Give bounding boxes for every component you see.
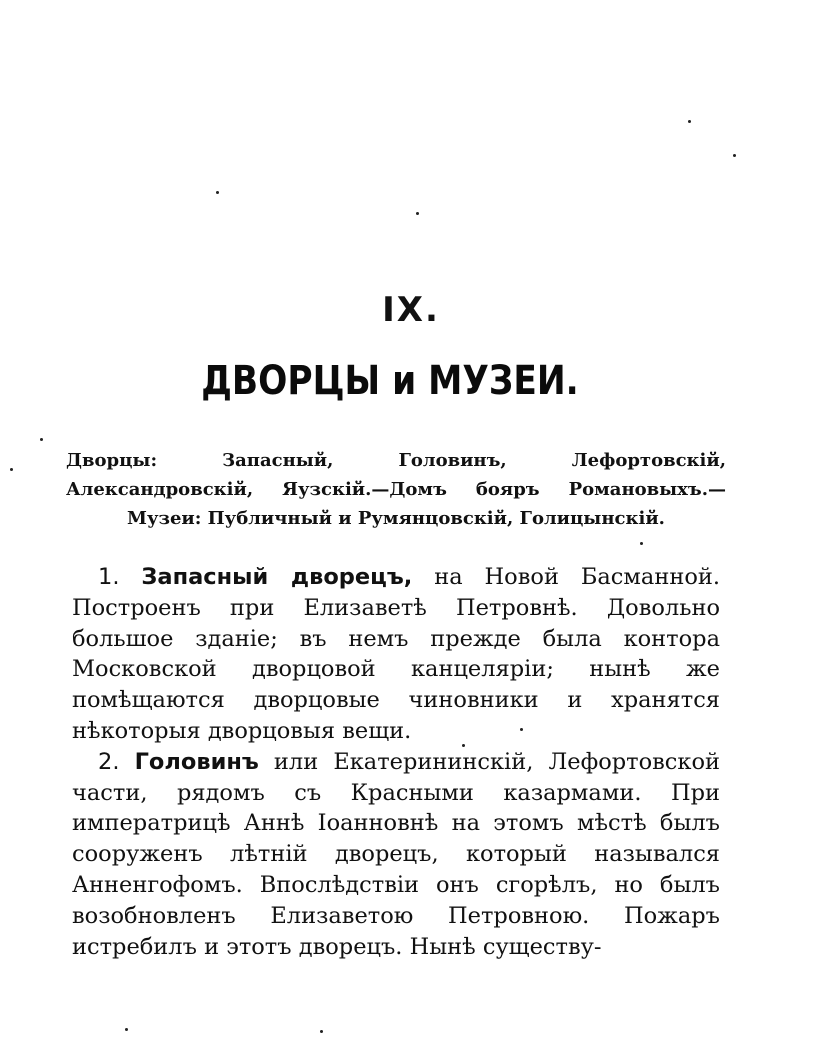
scan-speck <box>688 120 691 123</box>
chapter-summary: Дворцы: Запасный, Головинъ, Лефортовскій, Александровскій, Яузскій.—Домъ бояръ Романовыхъ.—Музеи: Публичный и Румянцовскій, Голицынскій. <box>66 450 726 529</box>
scan-speck <box>40 438 43 441</box>
scan-speck <box>520 728 523 731</box>
chapter-body <box>72 562 720 962</box>
scan-speck <box>640 542 643 545</box>
paragraph-number: 2. <box>98 748 120 775</box>
scan-speck <box>416 212 419 215</box>
paragraph-text: или Екатерининскій, Лефортовской части, рядомъ съ Красными казармами. При императрицѣ Аннѣ Іоанновнѣ на этомъ мѣстѣ былъ сооруженъ лѣтній дворецъ, который назывался Анненгофомъ. Впослѣдствіи онъ сгорѣлъ, но былъ возобновленъ Елизаветою Петровною. Пожаръ истребилъ и этотъ дворецъ. Нынѣ существу- <box>72 748 721 960</box>
scan-speck <box>216 191 219 194</box>
chapter-numeral: IX. <box>382 290 440 330</box>
scan-speck <box>733 154 736 157</box>
paragraph-text: на Новой Басманной. Построенъ при Елизаветѣ Петровнѣ. Довольно большое зданіе; въ немъ прежде была контора Московской дворцовой канцеляріи; нынѣ же помѣщаются дворцовые чиновники и хранятся нѣкоторыя дворцовыя вещи. <box>72 564 721 744</box>
scan-speck <box>125 1028 128 1031</box>
chapter-title: ДВОРЦЫ и МУЗЕИ. <box>201 358 579 404</box>
scan-speck <box>320 1030 323 1033</box>
paragraph-1 <box>72 562 720 747</box>
paragraph-2 <box>72 747 720 963</box>
paragraph-lead: Головинъ <box>134 748 259 775</box>
paragraph-number: 1. <box>98 564 120 590</box>
paragraph-lead: Запасный дворецъ, <box>141 564 413 590</box>
scan-speck <box>10 468 13 471</box>
scan-speck <box>462 744 465 747</box>
